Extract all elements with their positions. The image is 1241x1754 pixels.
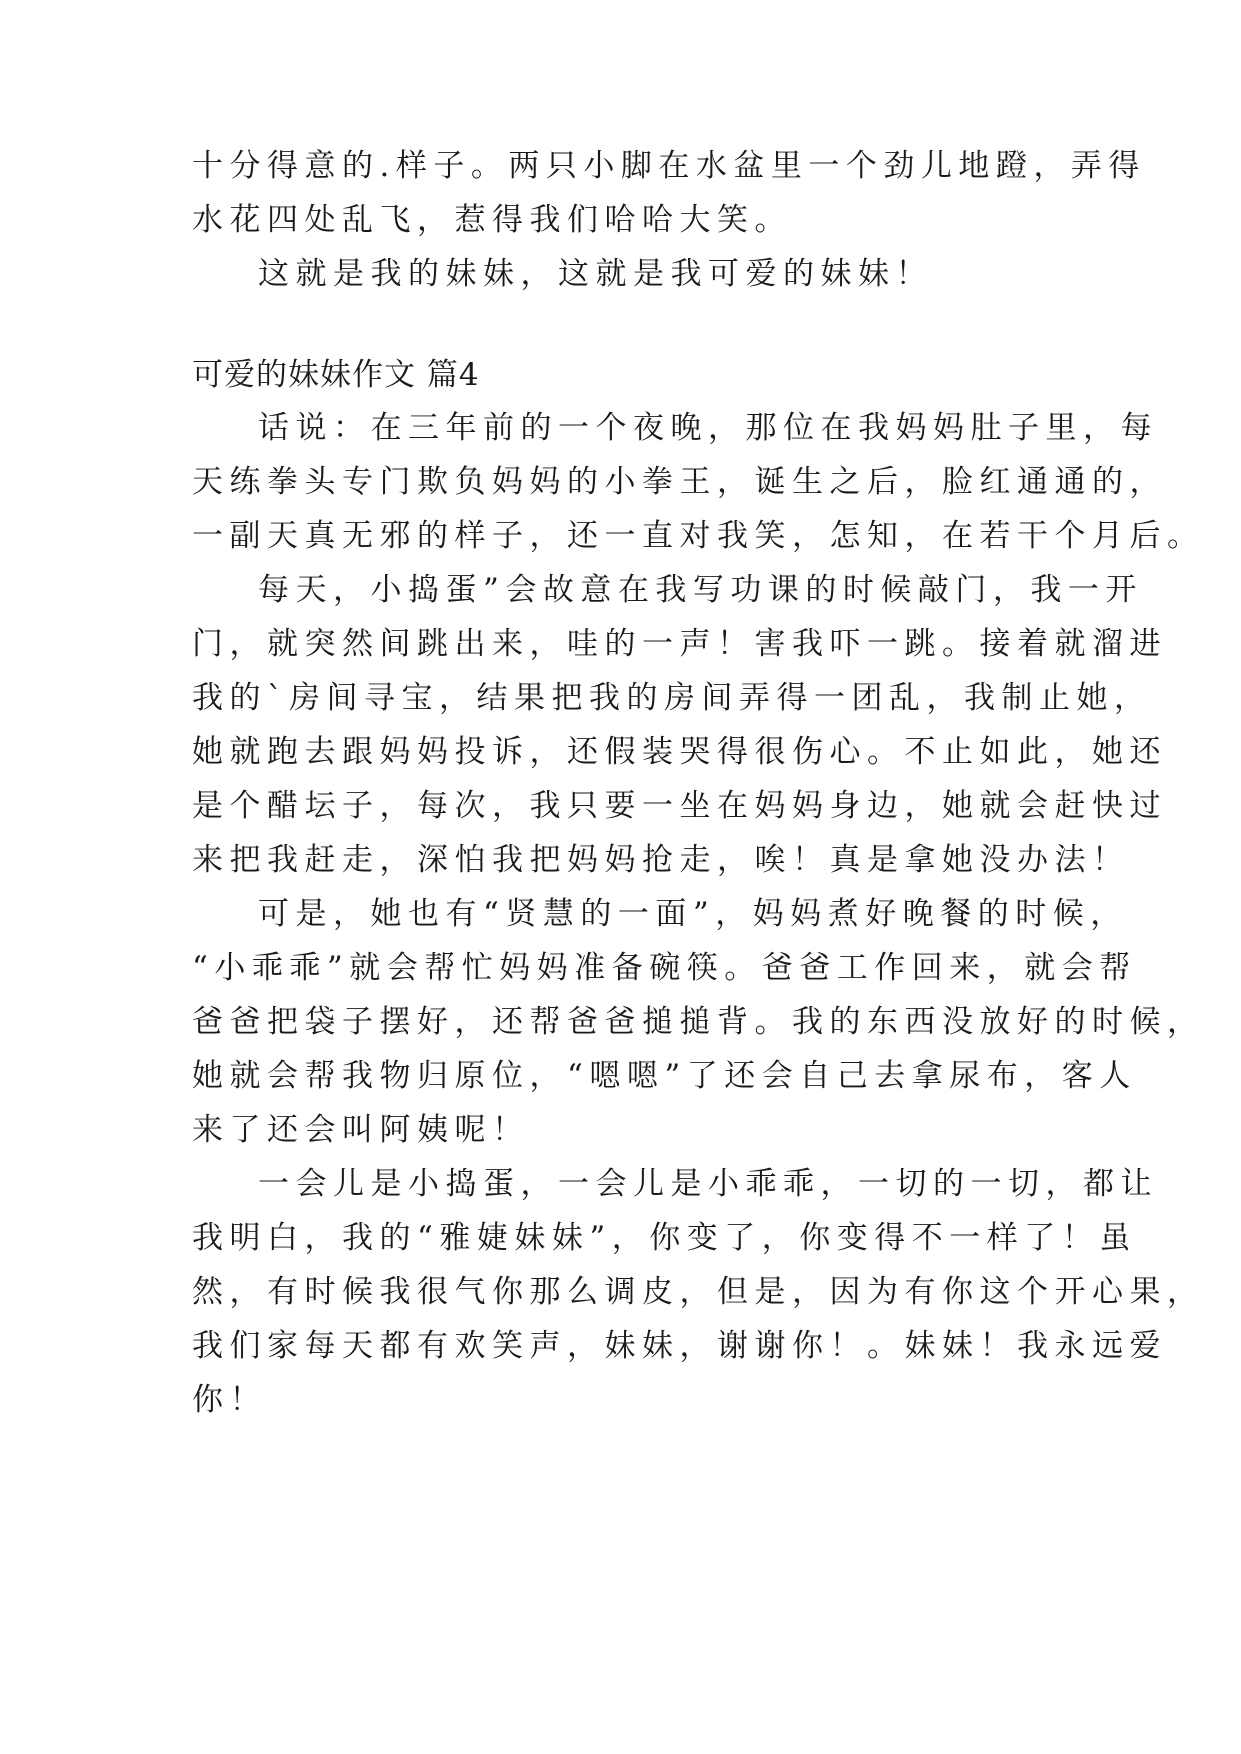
text-line: 我明白，我的“雅婕妹妹”，你变了，你变得不一样了！虽 xyxy=(192,1220,1137,1256)
text-line: 门，就突然间跳出来，哇的一声！害我吓一跳。接着就溜进 xyxy=(192,626,1167,662)
text-line: 水花四处乱飞，惹得我们哈哈大笑。 xyxy=(192,202,792,238)
text-line: 你！ xyxy=(192,1382,267,1418)
text-line: “小乖乖”就会帮忙妈妈准备碗筷。爸爸工作回来，就会帮 xyxy=(192,950,1137,986)
text-line: 爸爸把袋子摆好，还帮爸爸搥搥背。我的东西没放好的时候， xyxy=(192,1004,1205,1040)
text-line: 每天，小捣蛋”会故意在我写功课的时候敲门，我一开 xyxy=(258,572,1143,608)
section-heading: 可爱的妹妹作文 篇4 xyxy=(192,357,480,393)
text-line: 可是，她也有“贤慧的一面”，妈妈煮好晚餐的时候， xyxy=(258,896,1128,932)
text-line: 她就跑去跟妈妈投诉，还假装哭得很伤心。不止如此，她还 xyxy=(192,734,1167,770)
text-line: 天练拳头专门欺负妈妈的小拳王，诞生之后，脸红通通的， xyxy=(192,464,1167,500)
text-line: 来了还会叫阿姨呢！ xyxy=(192,1112,530,1148)
text-line: 一会儿是小捣蛋，一会儿是小乖乖，一切的一切，都让 xyxy=(258,1166,1158,1202)
text-line: 我们家每天都有欢笑声，妹妹，谢谢你！。妹妹！我永远爱 xyxy=(192,1328,1167,1364)
text-line: 来把我赶走，深怕我把妈妈抢走，唉！真是拿她没办法！ xyxy=(192,842,1130,878)
text-line: 她就会帮我物归原位，“嗯嗯”了还会自己去拿尿布，客人 xyxy=(192,1058,1137,1094)
text-line: 我的`房间寻宝，结果把我的房间弄得一团乱，我制止她， xyxy=(192,680,1152,716)
text-line: 然，有时候我很气你那么调皮，但是，因为有你这个开心果， xyxy=(192,1274,1205,1310)
text-line: 这就是我的妹妹，这就是我可爱的妹妹！ xyxy=(258,256,933,292)
text-line: 话说：在三年前的一个夜晚，那位在我妈妈肚子里，每 xyxy=(258,410,1158,446)
text-line: 一副天真无邪的样子，还一直对我笑，怎知，在若干个月后。 xyxy=(192,518,1205,554)
text-line: 是个醋坛子，每次，我只要一坐在妈妈身边，她就会赶快过 xyxy=(192,788,1167,824)
text-line: 十分得意的.样子。两只小脚在水盆里一个劲儿地蹬，弄得 xyxy=(192,148,1146,184)
